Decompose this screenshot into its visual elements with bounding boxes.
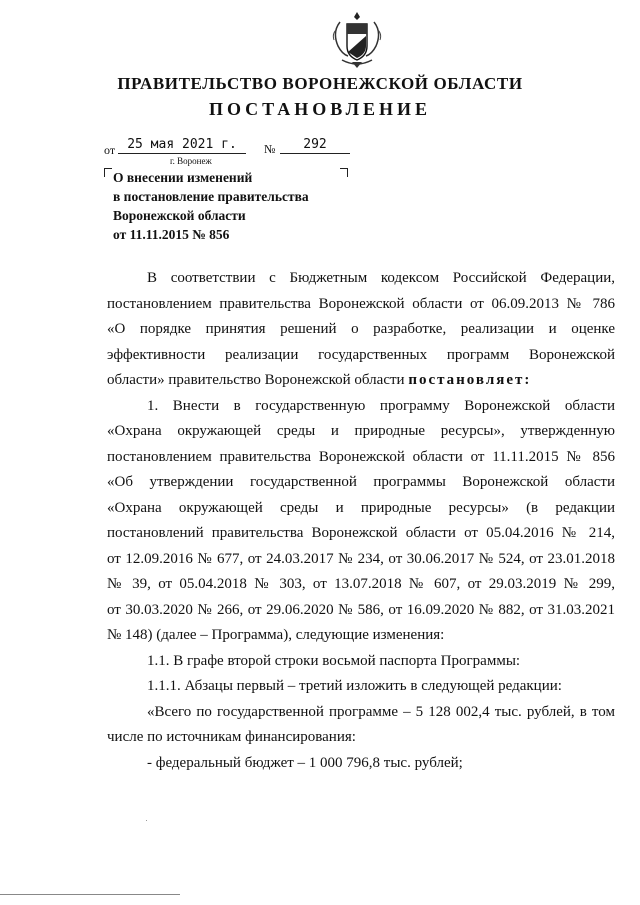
body-line: № 39, от 05.04.2018 № 303, от 13.07.2018 № 607, от 29.03.2019 № 299, xyxy=(107,576,615,592)
body-text: области» правительство Воронежской области xyxy=(107,372,405,388)
scan-speck xyxy=(146,820,147,821)
body-line: эффективности реализации государственных программ Воронежской xyxy=(107,346,615,363)
body-line: от 12.09.2016 № 677, от 24.03.2017 № 234, от 30.06.2017 № 524, от 23.01.2018 xyxy=(107,550,615,567)
body-line: - федеральный бюджет – 1 000 796,8 тыс. рублей; xyxy=(147,754,463,771)
subject-corner-right xyxy=(340,168,348,177)
date-prefix: от xyxy=(104,143,116,157)
body-line: № 148) (далее – Программа), следующие изменения: xyxy=(107,627,445,643)
body-line xyxy=(107,368,615,394)
subject-line: О внесении изменений xyxy=(113,170,253,185)
body-line: 1. Внести в государственную программу Воронежской области xyxy=(147,397,615,414)
document-type-title: ПОСТАНОВЛЕНИЕ xyxy=(208,99,432,119)
subject-block xyxy=(113,168,309,244)
body-line: «Охрана окружающей среды и природные ресурсы», утвержденную xyxy=(107,423,615,439)
subject-line: Воронежской области xyxy=(113,208,246,223)
body-line: 1.1. В графе второй строки восьмой паспорта Программы: xyxy=(147,652,521,669)
body-line: 1.1.1. Абзацы первый – третий изложить в следующей редакции: xyxy=(147,678,562,694)
body-line: постановлением правительства Воронежской области от 06.09.2013 № 786 xyxy=(107,295,615,312)
document-number: 292 xyxy=(280,137,350,154)
body-line: «Охрана окружающей среды и природные ресурсы» (в редакции xyxy=(107,499,615,516)
subject-line: от 11.11.2015 № 856 xyxy=(113,227,230,242)
body-line: «Всего по государственной программе – 5 128 002,4 тыс. рублей, в том xyxy=(147,703,615,720)
city-label: г. Воронеж xyxy=(170,156,212,166)
body-line: постановлений правительства Воронежской области от 05.04.2016 № 214, xyxy=(107,525,615,541)
document-body xyxy=(107,266,615,776)
body-line: В соответствии с Бюджетным кодексом Российской Федерации, xyxy=(147,270,615,286)
body-line: от 30.03.2020 № 266, от 29.06.2020 № 586, от 16.09.2020 № 882, от 31.03.2021 xyxy=(107,601,615,618)
coat-of-arms-emblem xyxy=(330,10,384,70)
body-line: «Об утверждении государственной программы Воронежской области xyxy=(107,474,615,490)
body-line: числе по источникам финансирования: xyxy=(107,729,356,745)
subject-line: в постановление правительства xyxy=(113,189,309,204)
document-date: 25 мая 2021 г. xyxy=(118,137,246,154)
body-line: постановлением правительства Воронежской области от 11.11.2015 № 856 xyxy=(107,448,615,465)
subject-corner-left xyxy=(104,168,112,177)
number-prefix: № xyxy=(264,142,276,156)
government-title: ПРАВИТЕЛЬСТВО ВОРОНЕЖСКОЙ ОБЛАСТИ xyxy=(117,74,523,93)
body-line: «О порядке принятия решений о разработке, реализации и оценке xyxy=(107,321,615,337)
footer-rule xyxy=(0,894,180,895)
resolution-keyword: постановляет: xyxy=(408,372,532,388)
